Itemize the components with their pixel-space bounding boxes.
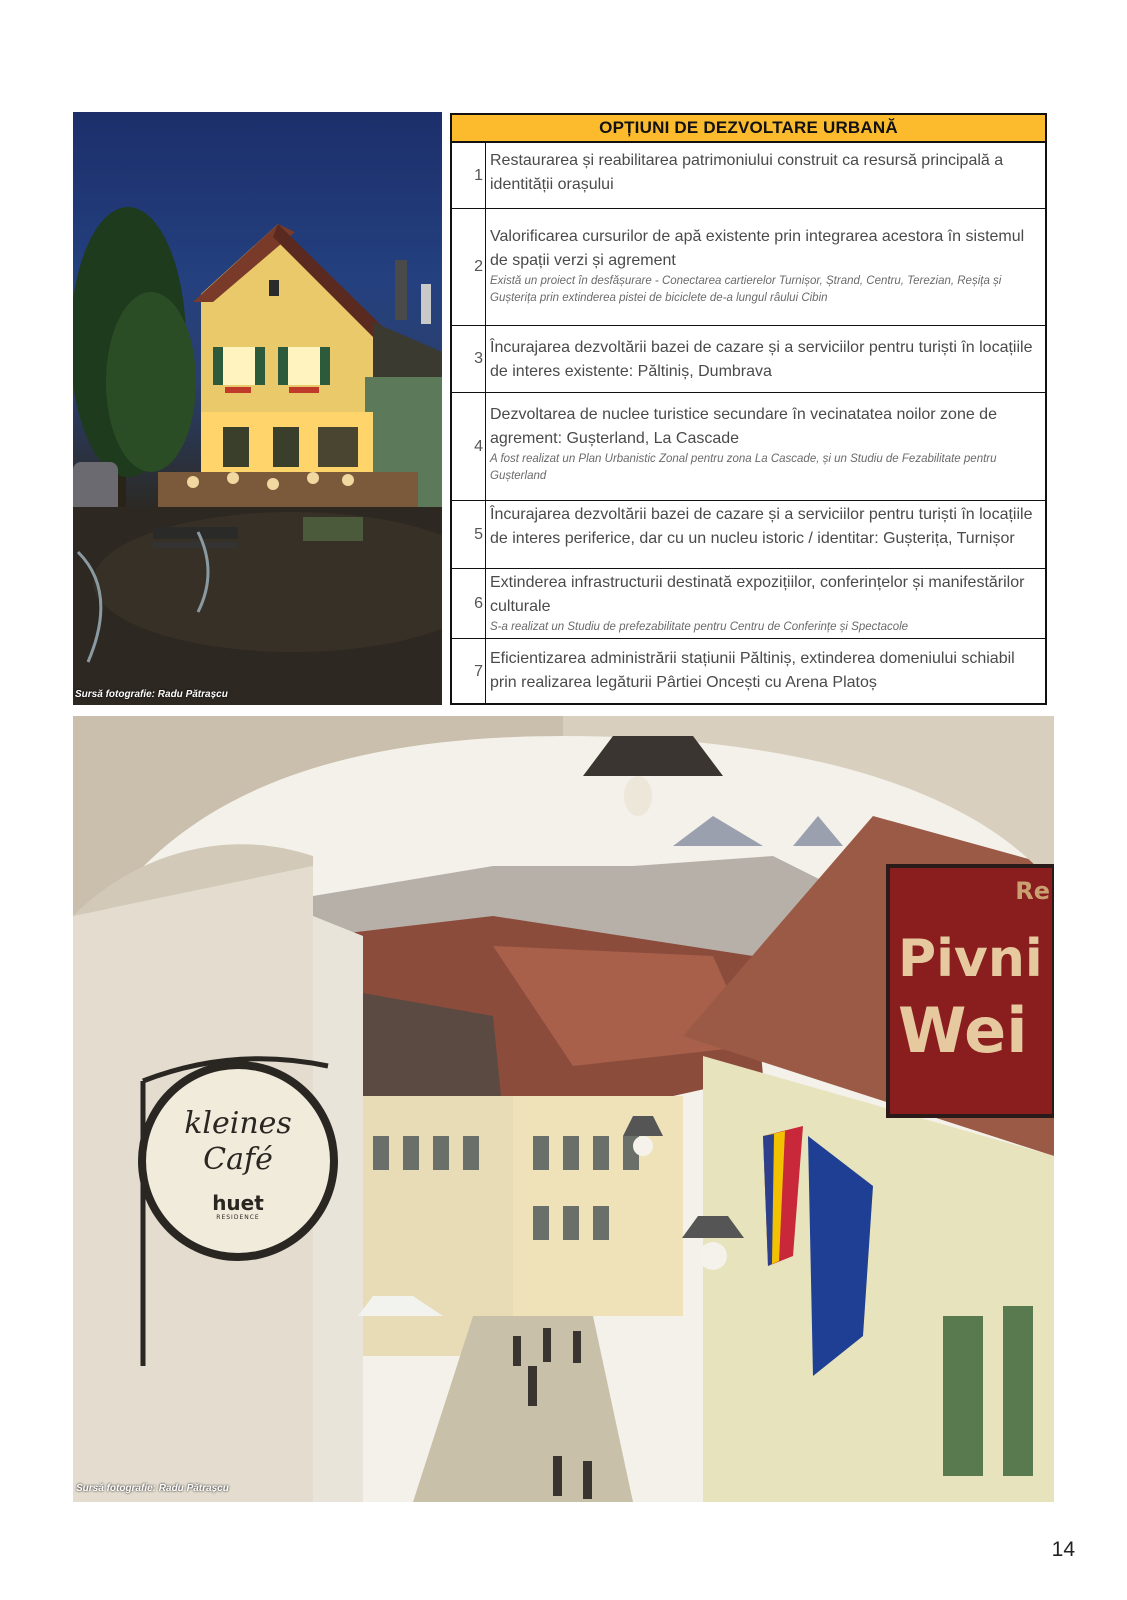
page-number: 14 bbox=[1051, 1538, 1075, 1561]
table-row bbox=[452, 569, 1045, 639]
table-row bbox=[452, 639, 1045, 705]
evening-house-illustration bbox=[73, 112, 442, 705]
row-text: Eficientizarea administrării stațiunii Păltiniș, extinderea domeniului schiabil prin realizarea legăturii Pârtiei Oncești cu Arena Platoș bbox=[490, 650, 1015, 691]
row-number: 7 bbox=[452, 639, 486, 705]
table-row bbox=[452, 209, 1045, 326]
cafe-sign-name: kleines Café bbox=[184, 1106, 292, 1177]
row-text: Încurajarea dezvoltării bazei de cazare și a serviciilor pentru turiști în locațiile de interes existente: Păltiniș, Dumbrava bbox=[490, 339, 1033, 380]
cafe-sign-brand: huet bbox=[212, 1191, 264, 1215]
row-note: S-a realizat un Studiu de prefezabilitate pentru Centru de Conferințe și Spectacole bbox=[490, 621, 909, 633]
red-sign-top: Re bbox=[1015, 877, 1050, 905]
table-row bbox=[452, 326, 1045, 393]
cafe-sign-brand-sub: RESIDENCE bbox=[216, 1214, 260, 1221]
row-number: 6 bbox=[452, 569, 486, 638]
row-text: Valorificarea cursurilor de apă existente prin integrarea acestora în sistemul de spații verzi și agrement bbox=[490, 228, 1025, 269]
table-row bbox=[452, 501, 1045, 569]
table-title: OPȚIUNI DE DEZVOLTARE URBANĂ bbox=[452, 115, 1045, 143]
row-note: A fost realizat un Plan Urbanistic Zonal pentru zona La Cascade, și un Studiu de Fezabilitate pentru Gușterland bbox=[490, 453, 997, 482]
row-number: 4 bbox=[452, 393, 486, 500]
row-number: 3 bbox=[452, 326, 486, 392]
red-sign-line1: Pivni bbox=[898, 929, 1043, 989]
row-number: 5 bbox=[452, 501, 486, 568]
photo-credit: Sursă fotografie: Radu Pătrașcu bbox=[76, 1483, 229, 1494]
evening-house-photo bbox=[73, 112, 442, 705]
red-sign bbox=[898, 876, 1054, 1068]
arch-street-photo bbox=[73, 716, 1054, 1502]
row-text: Extinderea infrastructurii destinată expozițiilor, conferințelor și manifestărilor culturale bbox=[490, 574, 1025, 615]
row-text: Încurajarea dezvoltării bazei de cazare și a serviciilor pentru turiști în locațiile de interes periferice, dar cu un nucleu istoric / identitar: Gușterița, Turnișor bbox=[490, 506, 1033, 547]
photo-credit: Sursă fotografie: Radu Pătrașcu bbox=[75, 689, 228, 700]
table-row bbox=[452, 143, 1045, 209]
red-sign-line2: Wei bbox=[898, 994, 1028, 1067]
cafe-sign bbox=[146, 1106, 330, 1221]
row-text: Restaurarea și reabilitarea patrimoniului construit ca resursă principală a identității orașului bbox=[490, 152, 1004, 193]
row-text: Dezvoltarea de nuclee turistice secundare în vecinatatea noilor zone de agrement: Gușterland, La Cascade bbox=[490, 406, 997, 447]
row-note: Există un proiect în desfășurare - Conectarea cartierelor Turnișor, Ștrand, Centru, Terezian, Reșița și Gușterița prin extinderea pistei de biciclete de-a lungul râului Cibin bbox=[490, 275, 1002, 304]
table-row bbox=[452, 393, 1045, 501]
row-number: 1 bbox=[452, 143, 486, 208]
urban-development-options-table bbox=[450, 113, 1047, 705]
row-number: 2 bbox=[452, 209, 486, 325]
